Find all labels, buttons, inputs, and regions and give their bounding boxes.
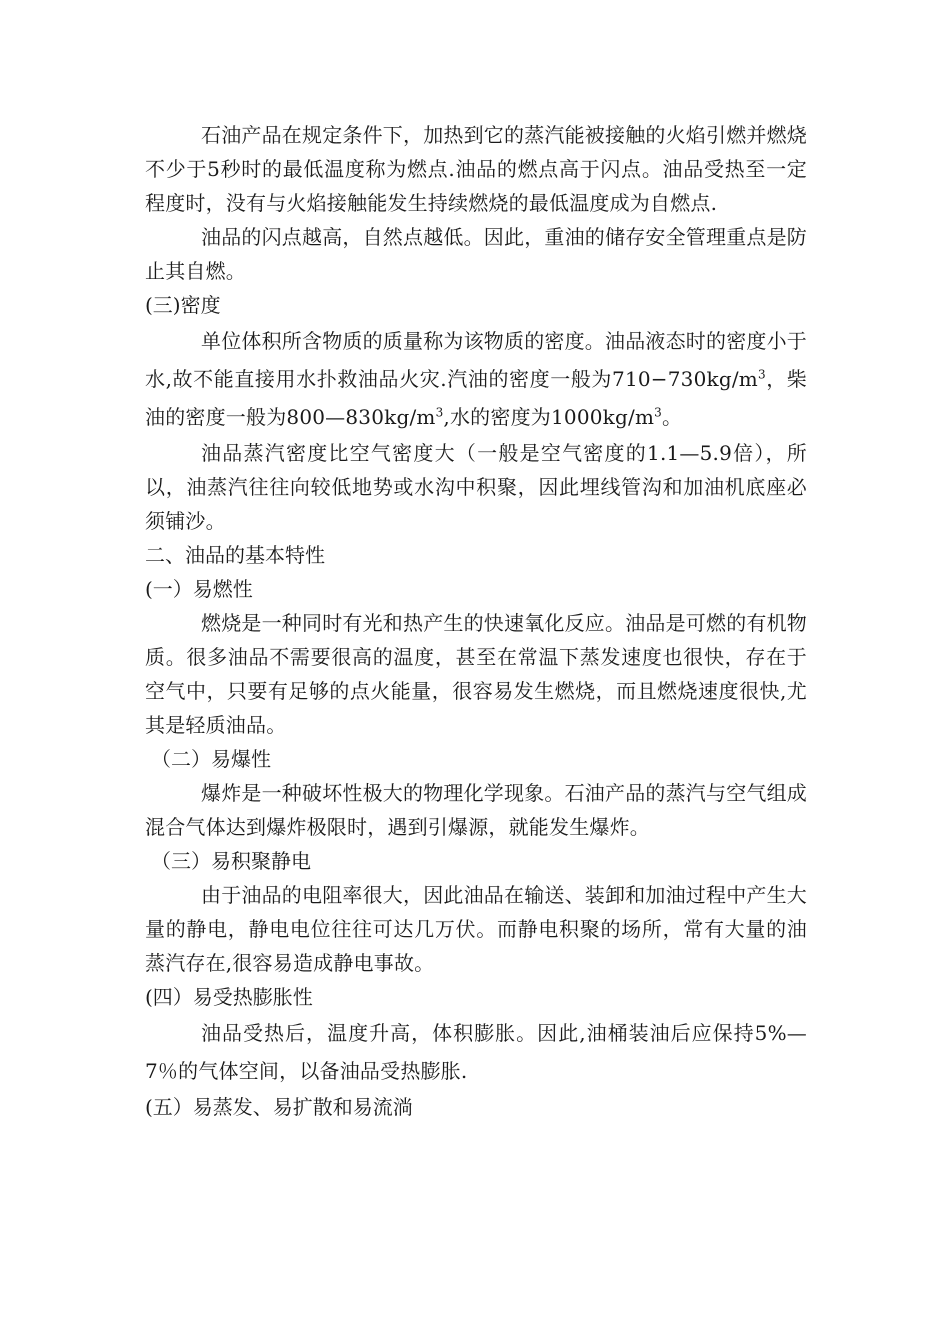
paragraph-density [145,322,807,436]
paragraph-vapor-density: 油品蒸汽密度比空气密度大（一般是空气密度的1.1—5.9倍），所以，油蒸汽往往向较低地势或水沟中积聚，因此埋线管沟和加油机底座必须铺沙。 [145,441,807,533]
paragraph-flammability: 燃烧是一种同时有光和热产生的快速氧化反应。油品是可燃的有机物质。很多油品不需要很高的温度，甚至在常温下蒸发速度也很快，存在于空气中，只要有足够的点火能量，很容易发生燃烧，而且燃烧速度很快,尤其是轻质油品。 [145,611,807,737]
heading-density: (三)密度 [145,293,221,317]
heading-flammability: (一）易燃性 [145,577,253,601]
document-body [145,118,807,1124]
heading-basic-properties: 二、油品的基本特性 [145,543,325,567]
paragraph-explosiveness: 爆炸是一种破坏性极大的物理化学现象。石油产品的蒸汽与空气组成混合气体达到爆炸极限时，遇到引爆源，就能发生爆炸。 [145,781,807,839]
paragraph-static: 由于油品的电阻率很大，因此油品在输送、装卸和加油过程中产生大量的静电，静电电位往往可达几万伏。而静电积聚的场所，常有大量的油蒸汽存在,很容易造成静电事故。 [145,883,807,975]
density-text-3: ,水的密度为1000kg/m [443,405,655,429]
superscript-3: 3 [757,367,766,382]
superscript-3: 3 [435,405,444,420]
density-text-2: ，柴油的密度一般为800—830kg/m [145,367,807,429]
heading-thermal-expansion: (四）易受热膨胀性 [145,985,313,1009]
superscript-3: 3 [654,405,662,420]
paragraph-ignition-point: 石油产品在规定条件下，加热到它的蒸汽能被接触的火焰引燃并燃烧不少于5秒时的最低温度称为燃点.油品的燃点高于闪点。油品受热至一定程度时，没有与火焰接触能发生持续燃烧的最低温度成为自燃点. [145,123,807,215]
heading-evaporation: (五）易蒸发、易扩散和易流淌 [145,1095,413,1119]
paragraph-thermal-expansion: 油品受热后，温度升高，体积膨胀。因此,油桶装油后应保持5%—7％的气体空间，以备油品受热膨胀. [145,1021,807,1083]
density-text-1: 单位体积所含物质的质量称为该物质的密度。油品液态时的密度小于水,故不能直接用水扑救油品火灾.汽油的密度一般为710−730kg/m [145,329,807,391]
heading-explosiveness: （二）易爆性 [151,747,271,771]
density-text-4: 。 [661,405,683,429]
paragraph-flash-point-note: 油品的闪点越高，自然点越低。因此，重油的储存安全管理重点是防止其自燃。 [145,225,807,283]
heading-static: （三）易积聚静电 [151,849,311,873]
